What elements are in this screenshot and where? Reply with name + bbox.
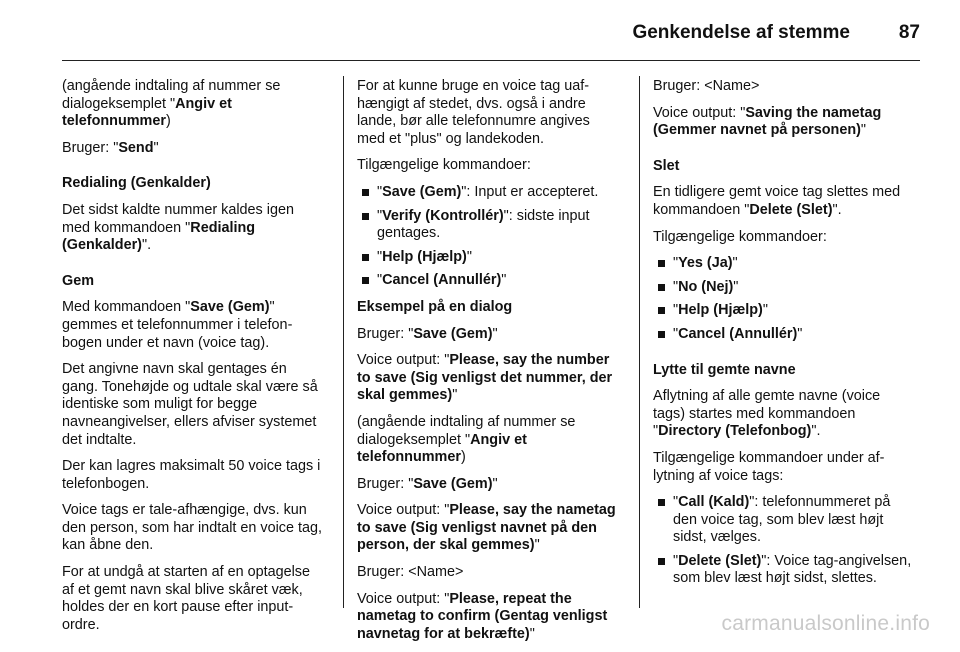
column-divider-2 — [639, 76, 640, 608]
column-2 — [357, 78, 619, 652]
paragraph: Bruger: "Send" — [62, 139, 159, 156]
page-header — [0, 0, 960, 62]
section-heading-gem: Gem — [62, 272, 94, 289]
list-item: "Save (Gem)": Input er accepteret. — [357, 184, 619, 202]
paragraph: Det angivne navn skal gentages én gang. Tonehøjde og udtale skal være så identiske som muligt for begge navneangivelser, ellers afviser systemet det indtalte. — [62, 361, 318, 448]
column-divider-1 — [343, 76, 344, 608]
paragraph: Tilgængelige kommandoer under aflytning af voice tags: — [653, 449, 885, 484]
paragraph: Der kan lagres maksimalt 50 voice tags i telefonbogen. — [62, 458, 321, 492]
paragraph: Bruger: <Name> — [653, 78, 760, 94]
paragraph: Aflytning af alle gemte navne (voice tags) startes med kommandoen "Directory (Telefonbog)". — [653, 388, 881, 440]
list-item: "Help (Hjælp)" — [653, 302, 915, 320]
watermark: carmanualsonline.info — [721, 612, 930, 635]
paragraph: Voice output: "Please, say the nametag to save (Sig venligst navnet på den person, der skal gemmes)" — [357, 502, 616, 554]
page-number: 87 — [898, 22, 920, 43]
section-heading-example: Eksempel på en dialog — [357, 298, 513, 315]
paragraph: Voice output: "Please, say the number to save (Sig venligst det nummer, der skal gemmes)" — [357, 352, 613, 404]
paragraph: Voice tags er tale-afhængige, dvs. kun den person, som har indtalt en voice tag, kan åbne den. — [62, 502, 322, 554]
commands-label: Tilgængelige kommandoer: — [357, 157, 531, 174]
list-item: "Yes (Ja)" — [653, 255, 915, 273]
paragraph: Det sidst kaldte nummer kaldes igen med kommandoen "Redialing (Genkalder)". — [62, 201, 294, 254]
paragraph: Bruger: <Name> — [357, 564, 464, 581]
list-item: "Delete (Slet)": Voice tag-angivelsen, som blev læst højt sidst, slettes. — [653, 553, 915, 588]
page-title: Genkendelse af stemme — [632, 22, 850, 43]
paragraph: (angående indtaling af nummer se dialogeksemplet "Angiv et telefonnummer) — [62, 78, 281, 130]
column-3 — [653, 78, 915, 597]
commands-label: Tilgængelige kommandoer: — [653, 228, 827, 245]
paragraph: Bruger: "Save (Gem)" — [357, 475, 498, 492]
command-list — [653, 255, 915, 343]
header-rule — [62, 60, 920, 61]
paragraph: Voice output: "Please, repeat the nametag to confirm (Gentag venligst navnetag for at bekræfte)" — [357, 590, 608, 642]
section-heading-lytte: Lytte til gemte navne — [653, 361, 796, 378]
list-item: "Call (Kald)": telefonnummeret på den voice tag, som blev læst højt sidst, vælges. — [653, 494, 915, 547]
list-item: "Cancel (Annullér)" — [653, 326, 915, 344]
paragraph: For at kunne bruge en voice tag uafhængigt af stedet, dvs. også i andre lande, bør alle telefonnumre angives med et "plus" og landekoden. — [357, 78, 590, 147]
command-list — [357, 184, 619, 290]
paragraph: For at undgå at starten af en optagelse af et gemt navn skal blive skåret væk, holdes der en kort pause efter input-ordre. — [62, 564, 311, 633]
list-item: "Help (Hjælp)" — [357, 249, 619, 267]
section-heading-slet: Slet — [653, 157, 680, 174]
paragraph: Med kommandoen "Save (Gem)" gemmes et telefonnummer i telefonbogen under et navn (voice tag). — [62, 299, 293, 351]
section-heading-redialing: Redialing (Genkalder) — [62, 175, 211, 192]
list-item: "Verify (Kontrollér)": sidste input gentages. — [357, 208, 619, 243]
paragraph: Bruger: "Save (Gem)" — [357, 325, 498, 342]
list-item: "No (Nej)" — [653, 279, 915, 297]
paragraph: En tidligere gemt voice tag slettes med kommandoen "Delete (Slet)". — [653, 184, 901, 218]
column-1 — [62, 78, 324, 643]
paragraph: (angående indtaling af nummer se dialogeksemplet "Angiv et telefonnummer) — [357, 413, 576, 466]
command-list — [653, 494, 915, 588]
list-item: "Cancel (Annullér)" — [357, 272, 619, 290]
paragraph: Voice output: "Saving the nametag (Gemmer navnet på personen)" — [653, 104, 882, 139]
